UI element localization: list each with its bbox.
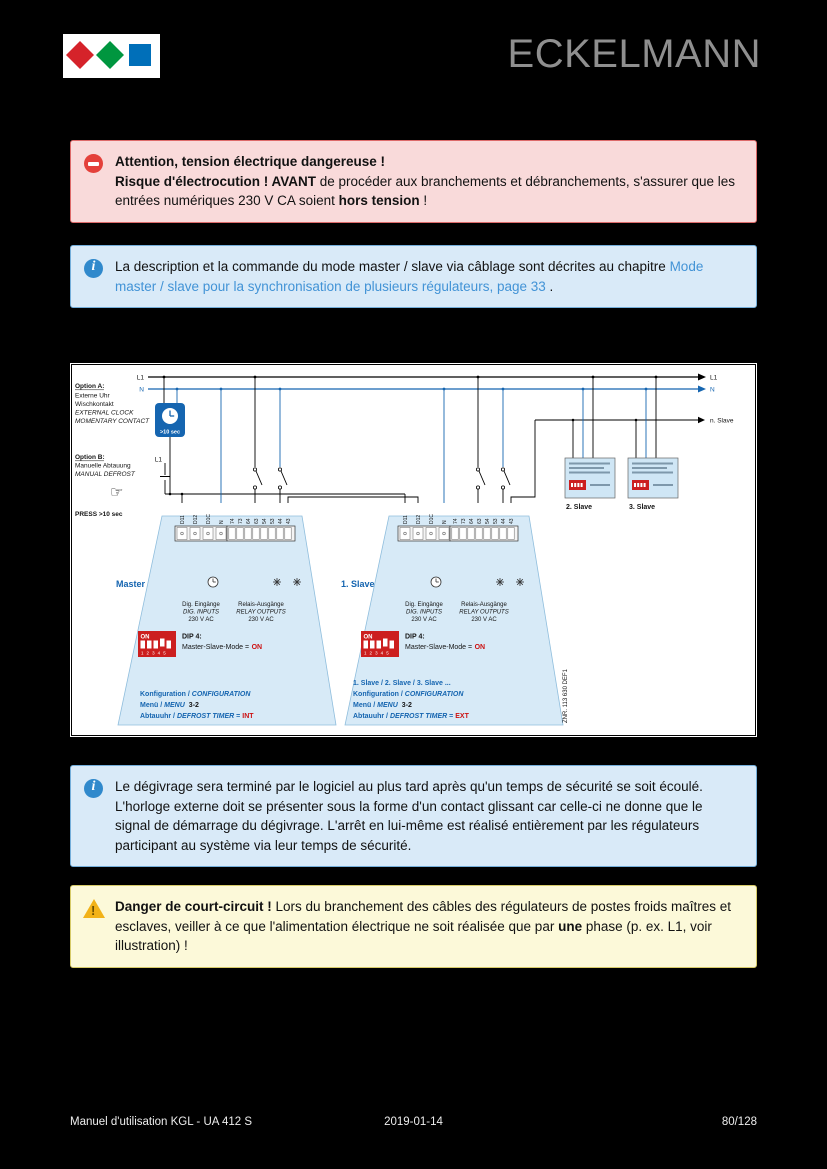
svg-text:Relais-Ausgänge: Relais-Ausgänge xyxy=(238,602,284,608)
slave2-unit xyxy=(565,458,615,511)
dip-name: DIP 4: xyxy=(405,633,425,641)
danger-title: Attention, tension électrique dangereuse ! xyxy=(115,154,386,169)
svg-text:RELAY OUTPUTS: RELAY OUTPUTS xyxy=(236,609,286,616)
dip-name: DIP 4: xyxy=(182,633,202,641)
press-label: PRESS >10 sec xyxy=(75,511,123,518)
master-unit xyxy=(116,514,336,725)
eckelmann-logo-icon xyxy=(63,34,160,78)
dip-switch-icon xyxy=(138,631,176,657)
clock-symbol xyxy=(431,577,441,587)
n-label-left: N xyxy=(139,386,144,394)
info-icon xyxy=(84,779,103,798)
info-text-1: La description et la commande du mode master / slave via câblage sont décrites au chapitre Mode master / slave pour la synchronisation de plusieurs régulateurs, page 33 . xyxy=(115,259,704,294)
footer-date: 2019-01-14 xyxy=(384,1116,443,1128)
no-entry-icon xyxy=(84,154,103,173)
logo-blue-square xyxy=(129,44,151,66)
terminal-label: D11 xyxy=(402,515,409,524)
power-bus xyxy=(137,374,718,394)
terminal-label: 43 xyxy=(509,518,515,524)
warning-triangle-icon xyxy=(83,899,105,918)
l1-label-left: L1 xyxy=(136,374,144,382)
svg-text:Dig. Eingänge: Dig. Eingänge xyxy=(405,602,443,608)
svg-text:230 V AC: 230 V AC xyxy=(471,617,497,623)
n-slave-label: n. Slave xyxy=(710,417,734,425)
fan-symbol xyxy=(293,578,301,586)
slave1-label: 1. Slave xyxy=(341,579,375,589)
terminal-label: 64 xyxy=(246,518,252,524)
svg-text:Externe Uhr: Externe Uhr xyxy=(75,392,110,400)
znr-label: ZNR. 113 630 DEF1 xyxy=(563,669,569,723)
terminal-label: D1C xyxy=(205,513,212,524)
terminal-label: D1C xyxy=(428,513,435,524)
fan-symbol xyxy=(516,578,524,586)
terminal-label: 54 xyxy=(262,518,268,524)
terminal-label: 54 xyxy=(485,518,491,524)
pointing-hand-icon: ☞ xyxy=(110,484,124,501)
svg-text:MANUAL DEFROST: MANUAL DEFROST xyxy=(75,471,135,478)
slave1-unit xyxy=(341,514,563,725)
option-b-l1-label: L1 xyxy=(154,456,162,464)
terminal-label: N xyxy=(218,520,225,524)
terminal-label: 73 xyxy=(461,518,467,524)
svg-text:ON: ON xyxy=(140,634,150,641)
terminal-label: D11 xyxy=(179,515,186,524)
clock-badge-label: >10 sec xyxy=(159,429,181,436)
terminal-label: N xyxy=(441,520,448,524)
option-b-title: Option B: xyxy=(75,454,105,461)
slave3-unit xyxy=(628,458,678,511)
svg-text:230 V AC: 230 V AC xyxy=(188,617,214,623)
clock-symbol xyxy=(208,577,218,587)
svg-text:230 V AC: 230 V AC xyxy=(411,617,437,623)
svg-text:Abtauuhr /DEFROST TIMER=EXT: Abtauuhr / DEFROST TIMER = EXT xyxy=(353,713,469,720)
brand-wordmark: ECKELMANN xyxy=(507,32,761,76)
svg-text:230 V AC: 230 V AC xyxy=(248,617,274,623)
chapter-link[interactable]: Mode master / slave pour la synchronisation de plusieurs régulateurs, page 33 xyxy=(115,259,704,294)
svg-text:1 2 3 4 5: 1 2 3 4 5 xyxy=(364,650,390,656)
svg-text:EXTERNAL CLOCK: EXTERNAL CLOCK xyxy=(75,409,134,417)
terminal-label: D12 xyxy=(192,514,199,524)
terminal-label: 44 xyxy=(501,518,507,524)
terminal-label: 44 xyxy=(278,518,284,524)
terminal-label: 74 xyxy=(453,518,459,524)
wiring-diagram-svg xyxy=(70,363,757,737)
svg-text:Manuelle Abtauung: Manuelle Abtauung xyxy=(75,462,131,470)
svg-text:Relais-Ausgänge: Relais-Ausgänge xyxy=(461,602,507,608)
svg-text:RELAY OUTPUTS: RELAY OUTPUTS xyxy=(459,609,509,616)
slave3-label: 3. Slave xyxy=(629,504,656,511)
svg-text:DIG. INPUTS: DIG. INPUTS xyxy=(405,609,443,616)
master-label: Master xyxy=(116,579,146,589)
terminal-label: 63 xyxy=(254,518,260,524)
dip-switch-icon xyxy=(361,631,399,657)
svg-text:Menü /MENU3-2: Menü / MENU 3-2 xyxy=(353,702,412,709)
wiring-diagram xyxy=(70,363,757,737)
terminal-label: 43 xyxy=(286,518,292,524)
svg-text:Konfiguration /CONFIGURATION: Konfiguration / CONFIGURATION xyxy=(353,691,464,698)
svg-text:Menü /MENU3-2: Menü / MENU 3-2 xyxy=(140,702,199,709)
info-text-2: Le dégivrage sera terminé par le logiciel au plus tard après qu'un temps de sécurité se soit écoulé. L'horloge externe doit se présenter sous la forme d'un contact glissant car celle-ci ne donne que le signal de démarrage du dégivrage. L'arrêt en lui-même est réalisé entièrement par les régulateurs participant au système via leur temps de sécurité. xyxy=(115,779,703,853)
info-icon xyxy=(84,259,103,278)
svg-text:Master-Slave-Mode =ON: Master-Slave-Mode = ON xyxy=(405,644,486,651)
terminal-label: 53 xyxy=(493,518,499,524)
n-slave-line xyxy=(511,417,734,503)
svg-text:DIG. INPUTS: DIG. INPUTS xyxy=(182,609,220,616)
slave2-label: 2. Slave xyxy=(566,504,593,511)
caution-text: Danger de court-circuit ! Lors du branchement des câbles des régulateurs de postes froids maîtres et esclaves, veiller à ce que l'alimentation électrique ne soit réalisée que par une phase (p. ex. L1, voir illustration) ! xyxy=(115,899,732,954)
svg-text:Konfiguration /CONFIGURATION: Konfiguration / CONFIGURATION xyxy=(140,691,251,698)
svg-text:Abtauuhr /DEFROST TIMER=INT: Abtauuhr / DEFROST TIMER = INT xyxy=(140,713,254,720)
footer-document-title: Manuel d'utilisation KGL - UA 412 S xyxy=(70,1116,253,1128)
danger-notice xyxy=(70,140,757,223)
option-a-title: Option A: xyxy=(75,383,105,390)
info-notice-1 xyxy=(70,245,757,308)
danger-text: Risque d'électrocution ! AVANT de procéder aux branchements et débranchements, s'assurer que les entrées numériques 230 V CA soient hors tension ! xyxy=(115,173,736,209)
l1-label-right: L1 xyxy=(710,374,718,382)
slaves-enumeration: 1. Slave / 2. Slave / 3. Slave ... xyxy=(353,680,451,687)
caution-notice xyxy=(70,885,757,968)
svg-text:Wischkontakt: Wischkontakt xyxy=(75,401,114,408)
terminal-label: 53 xyxy=(270,518,276,524)
svg-text:1 2 3 4 5: 1 2 3 4 5 xyxy=(141,650,167,656)
fan-symbol xyxy=(273,578,281,586)
terminal-label: 74 xyxy=(230,518,236,524)
terminal-label: 64 xyxy=(469,518,475,524)
fan-symbol xyxy=(496,578,504,586)
info-notice-2 xyxy=(70,765,757,867)
svg-text:ON: ON xyxy=(363,634,373,641)
svg-text:Dig. Eingänge: Dig. Eingänge xyxy=(182,602,220,608)
terminal-label: D12 xyxy=(415,514,422,524)
svg-text:Master-Slave-Mode =ON: Master-Slave-Mode = ON xyxy=(182,644,263,651)
n-label-right: N xyxy=(710,386,715,394)
option-b-block xyxy=(75,454,170,518)
footer-page-number: 80/128 xyxy=(721,1116,757,1128)
svg-text:MOMENTARY CONTACT: MOMENTARY CONTACT xyxy=(75,418,150,425)
terminal-label: 63 xyxy=(477,518,483,524)
terminal-label: 73 xyxy=(238,518,244,524)
